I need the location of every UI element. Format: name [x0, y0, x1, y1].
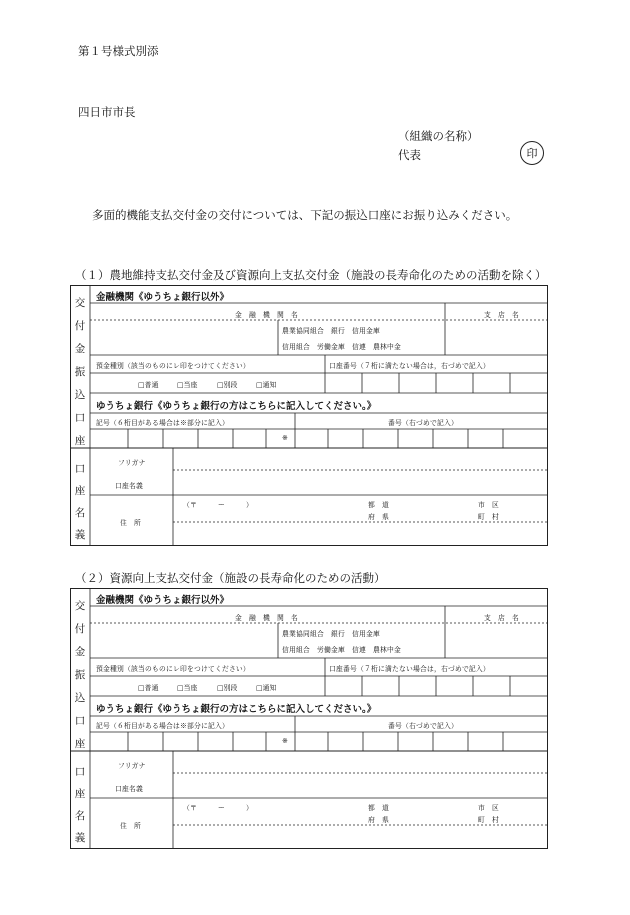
checkbox-touza[interactable]: □当座 [177, 684, 198, 692]
section-1-title: （１）農地維持支払交付金及び資源向上支払交付金（施設の長寿命化のための活動を除く） [75, 268, 547, 282]
bank-types-line1: 農業協同組合 銀行 信用金庫 [282, 327, 380, 335]
seal-mark: 印 [520, 141, 544, 165]
side-char: 名 [74, 507, 86, 519]
addressee: 四日市市長 [78, 105, 136, 119]
transfer-form-1 [70, 285, 548, 546]
checkbox-betsudan[interactable]: □別段 [217, 381, 238, 389]
form-id: 第１号様式別添 [78, 44, 159, 58]
yucho-header: ゆうちょ銀行《ゆうちょ銀行の方はこちらに記入してください。》 [96, 401, 377, 412]
side-char: 座 [74, 788, 86, 800]
prefecture-todo: 都 道 [368, 804, 389, 812]
side-char: 交 [74, 600, 86, 612]
side-char: 座 [74, 738, 86, 750]
bank-name-label: 金 融 機 関 名 [235, 614, 298, 622]
branch-label: 支 店 名 [484, 614, 519, 622]
side-char: 座 [74, 485, 86, 497]
request-text: 多面的機能支払交付金の交付については、下記の振込口座にお振り込みください。 [92, 208, 518, 222]
transfer-form-2 [70, 588, 548, 849]
checkbox-tsuchi[interactable]: □通知 [256, 684, 277, 692]
symbol-label: 記号（６桁目がある場合は※部分に記入） [96, 722, 229, 730]
address-label: 住 所 [120, 822, 141, 830]
number-label: 番号（右づめで記入） [388, 419, 458, 427]
city-shiku: 市 区 [478, 804, 499, 812]
city-shiku: 市 区 [478, 501, 499, 509]
side-char: 付 [74, 623, 86, 635]
side-char: 口 [74, 463, 86, 475]
org-name-label: （組織の名称） [398, 129, 479, 143]
side-char: 込 [74, 389, 86, 401]
number-label: 番号（右づめで記入） [388, 722, 458, 730]
side-char: 義 [74, 529, 86, 541]
postal-code-label: （〒 ー ） [183, 501, 253, 509]
checkbox-tsuchi[interactable]: □通知 [256, 381, 277, 389]
yucho-header: ゆうちょ銀行《ゆうちょ銀行の方はこちらに記入してください。》 [96, 704, 377, 715]
prefecture-fuken: 府 県 [368, 513, 389, 521]
town-chouson: 町 村 [478, 513, 499, 521]
holder-name-label: 口座名義 [115, 482, 143, 490]
checkbox-futsu[interactable]: □普通 [138, 381, 159, 389]
prefecture-fuken: 府 県 [368, 816, 389, 824]
side-char: 口 [74, 412, 86, 424]
branch-label: 支 店 名 [484, 311, 519, 319]
bank-header: 金融機関《ゆうちょ銀行以外》 [96, 292, 230, 303]
bank-types-line1: 農業協同組合 銀行 信用金庫 [282, 630, 380, 638]
side-char: 振 [74, 366, 86, 378]
prefecture-todo: 都 道 [368, 501, 389, 509]
deposit-type-label: 預金種別（該当のものにレ印をつけてください） [96, 665, 250, 673]
side-char: 座 [74, 435, 86, 447]
symbol-label: 記号（６桁目がある場合は※部分に記入） [96, 419, 229, 427]
side-char: 振 [74, 669, 86, 681]
side-char: 込 [74, 692, 86, 704]
section-2-title: （２）資源向上支払交付金（施設の長寿命化のための活動） [75, 571, 386, 585]
bank-types-line2: 信用組合 労働金庫 信連 農林中金 [282, 343, 401, 351]
account-number-label: 口座番号（７桁に満たない場合は，右づめで記入） [329, 362, 490, 370]
checkbox-touza[interactable]: □当座 [177, 381, 198, 389]
side-char: 交 [74, 297, 86, 309]
bank-name-label: 金 融 機 関 名 [235, 311, 298, 319]
furigana-label: フリガナ [118, 459, 146, 467]
asterisk-mark: ※ [282, 737, 288, 745]
side-char: 口 [74, 715, 86, 727]
checkbox-betsudan[interactable]: □別段 [217, 684, 238, 692]
deposit-type-label: 預金種別（該当のものにレ印をつけてください） [96, 362, 250, 370]
representative-label: 代表 [398, 148, 421, 162]
side-char: 名 [74, 810, 86, 822]
side-char: 口 [74, 766, 86, 778]
checkbox-futsu[interactable]: □普通 [138, 684, 159, 692]
bank-header: 金融機関《ゆうちょ銀行以外》 [96, 595, 230, 606]
postal-code-label: （〒 ー ） [183, 804, 253, 812]
side-char: 金 [74, 646, 86, 658]
asterisk-mark: ※ [282, 434, 288, 442]
account-number-label: 口座番号（７桁に満たない場合は，右づめで記入） [329, 665, 490, 673]
furigana-label: フリガナ [118, 762, 146, 770]
address-label: 住 所 [120, 519, 141, 527]
town-chouson: 町 村 [478, 816, 499, 824]
side-char: 金 [74, 343, 86, 355]
side-char: 付 [74, 320, 86, 332]
side-char: 義 [74, 832, 86, 844]
bank-types-line2: 信用組合 労働金庫 信連 農林中金 [282, 646, 401, 654]
holder-name-label: 口座名義 [115, 785, 143, 793]
